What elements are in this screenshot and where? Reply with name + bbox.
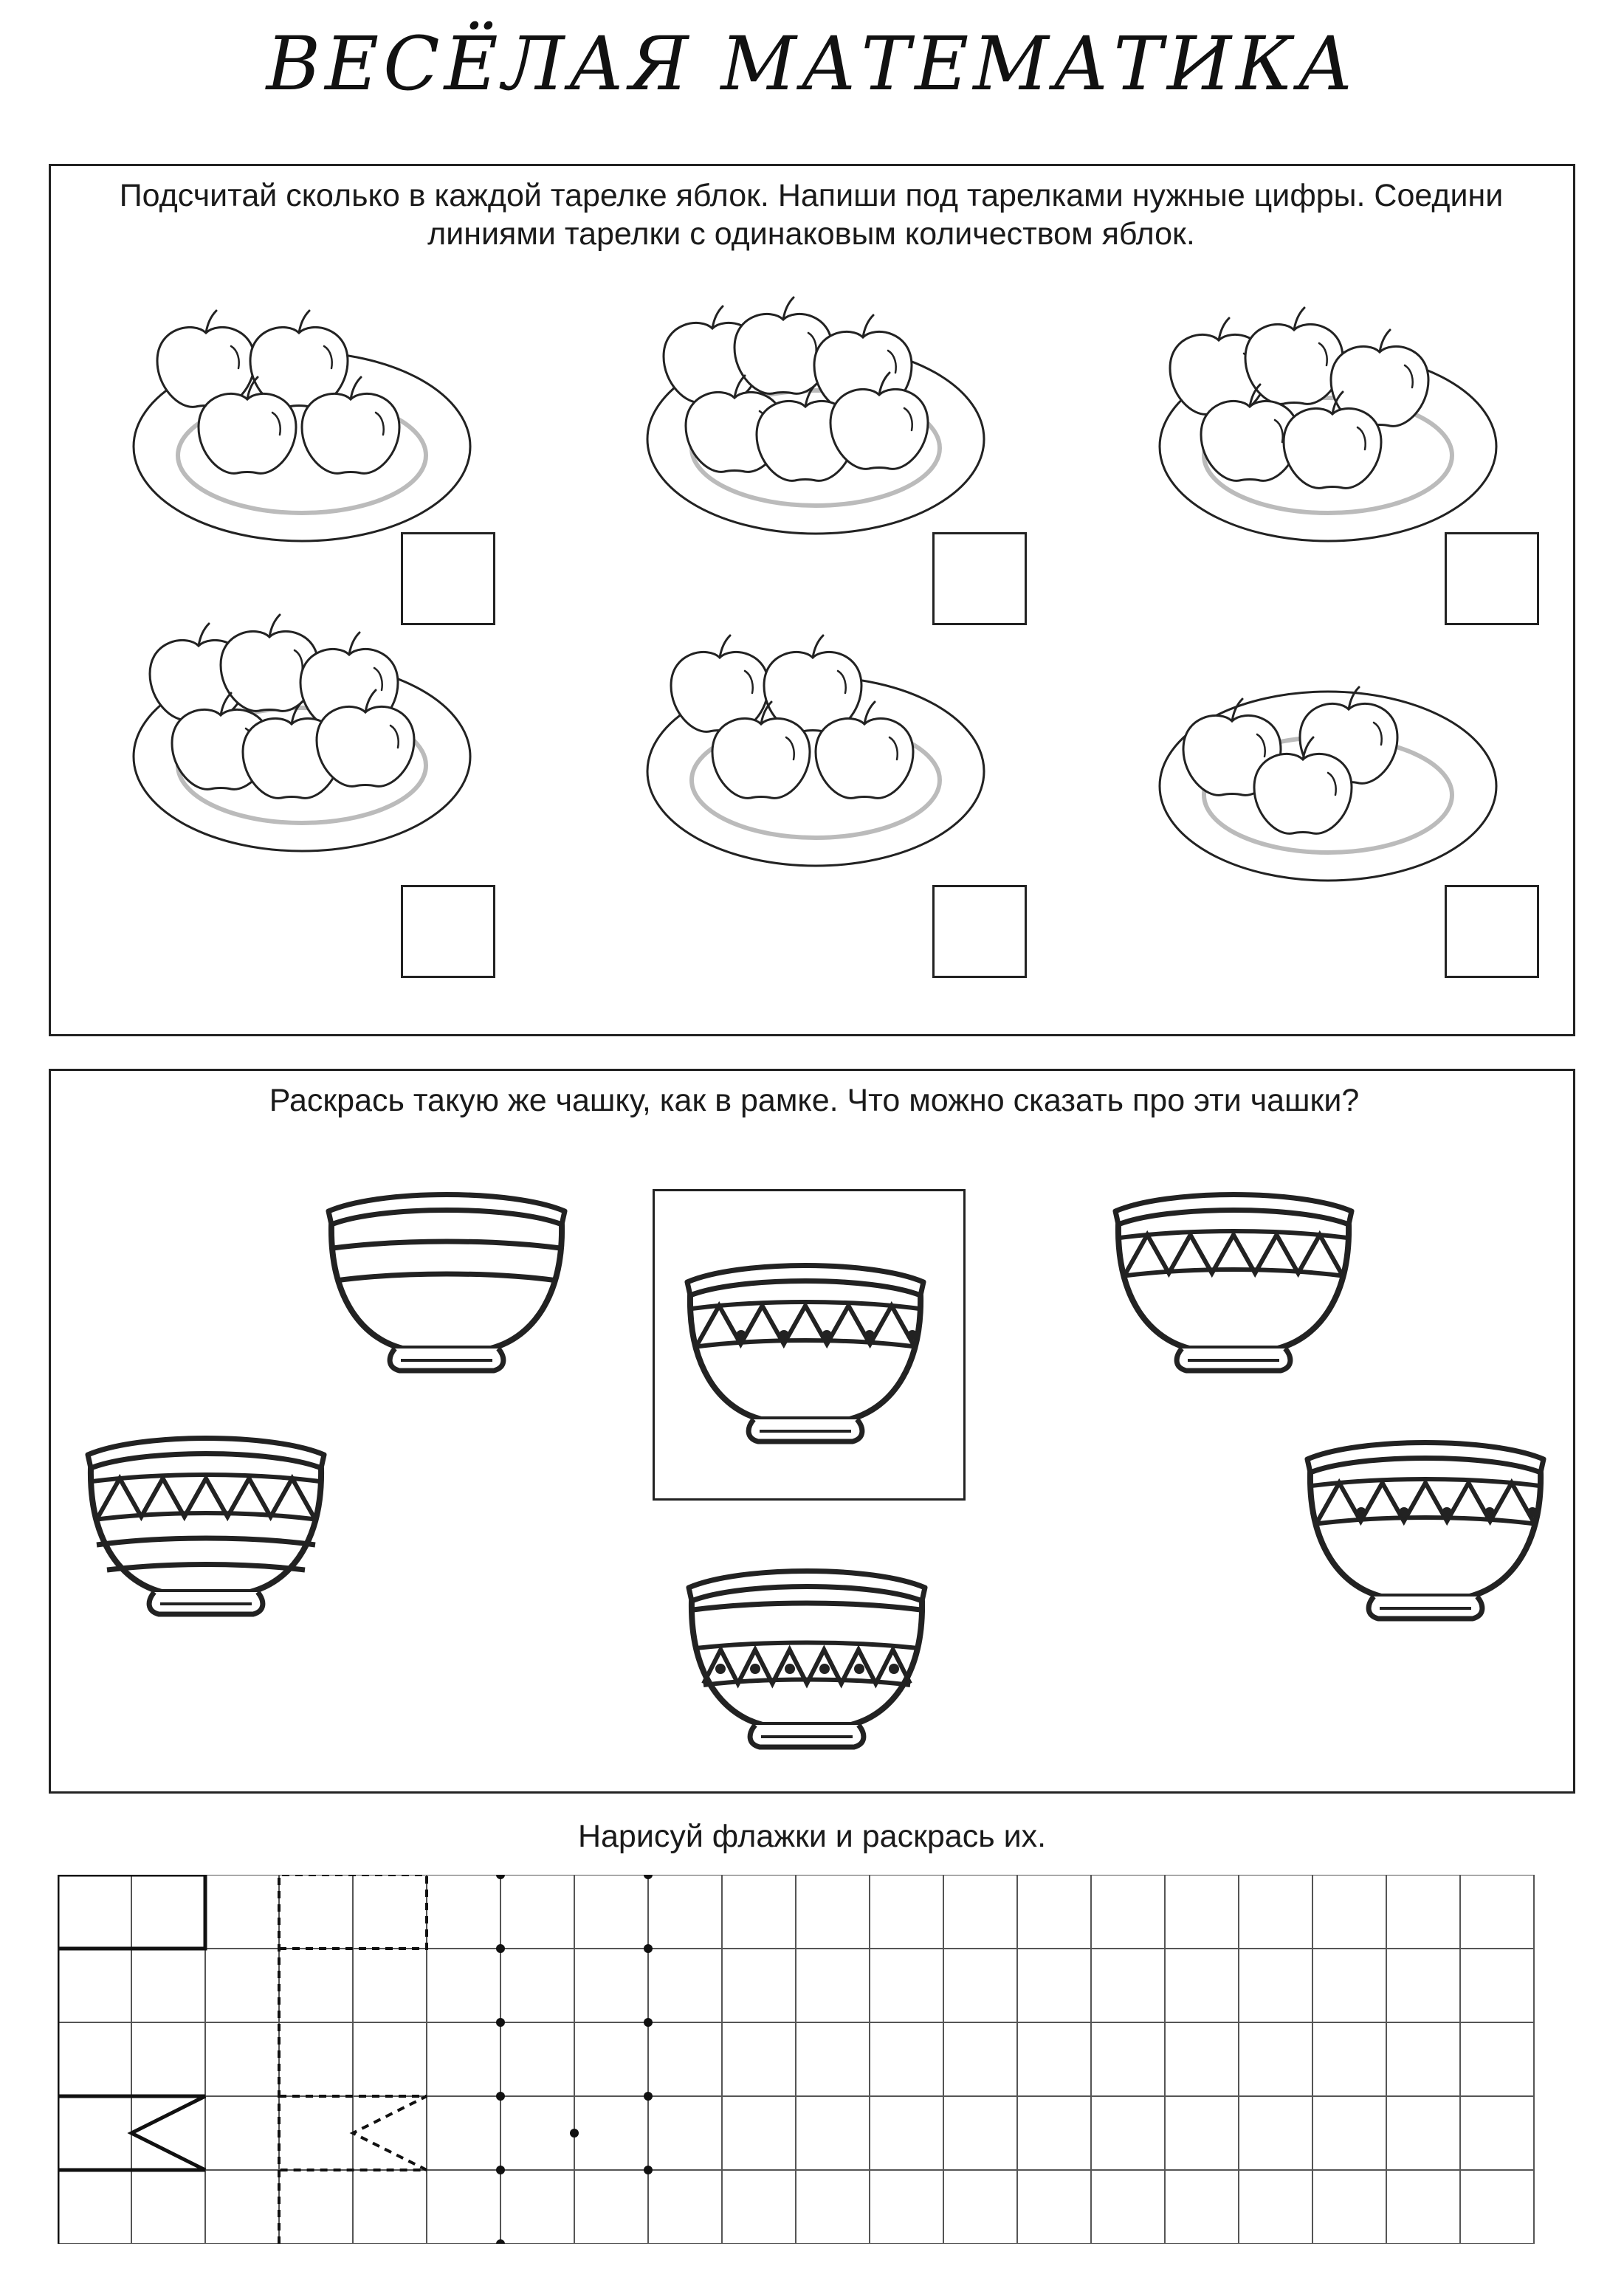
apple-counting-task	[49, 164, 1575, 1036]
answer-box-6[interactable]	[1445, 885, 1539, 978]
answer-box-5[interactable]	[932, 885, 1027, 978]
answer-box-3[interactable]	[1445, 532, 1539, 625]
cup-matching-task	[49, 1069, 1575, 1794]
plate-1	[125, 299, 479, 550]
apple-1	[157, 311, 255, 407]
cup-zigzag-top[interactable]	[1101, 1182, 1366, 1396]
cup-task-instruction: Раскрась такую же чашку, как в рамке. Что можно сказать про эти чашки?	[269, 1083, 1360, 1118]
plate-2	[639, 292, 993, 542]
cup-lower-zigzag-dotted[interactable]	[674, 1558, 940, 1772]
apple-2	[764, 636, 861, 731]
plate-5	[639, 624, 993, 875]
answer-box-2[interactable]	[932, 532, 1027, 625]
cup-reference	[672, 1253, 938, 1467]
cup-plain-stripes[interactable]	[314, 1182, 579, 1396]
apple-2	[1245, 308, 1343, 404]
plate-4	[125, 609, 479, 860]
page-title: ВЕСЁЛАЯ МАТЕМАТИКА	[266, 21, 1358, 107]
apple-task-instruction: Подсчитай сколько в каждой тарелке яблок. Напиши под тарелками нужные цифры. Соедини линиями тарелки с одинаковым количеством яблок.	[119, 178, 1504, 252]
apple-2	[250, 311, 348, 407]
cup-zigzag-dotted[interactable]	[1293, 1430, 1558, 1644]
drawing-grid[interactable]	[58, 1875, 1563, 2244]
flag-task-instruction: Нарисуй флажки и раскрась их.	[577, 1819, 1047, 1854]
cup-zigzag-stripes[interactable]	[73, 1425, 339, 1639]
plate-3	[1151, 299, 1505, 550]
answer-box-4[interactable]	[401, 885, 495, 978]
apple-1	[671, 636, 768, 731]
plate-6	[1151, 638, 1505, 889]
